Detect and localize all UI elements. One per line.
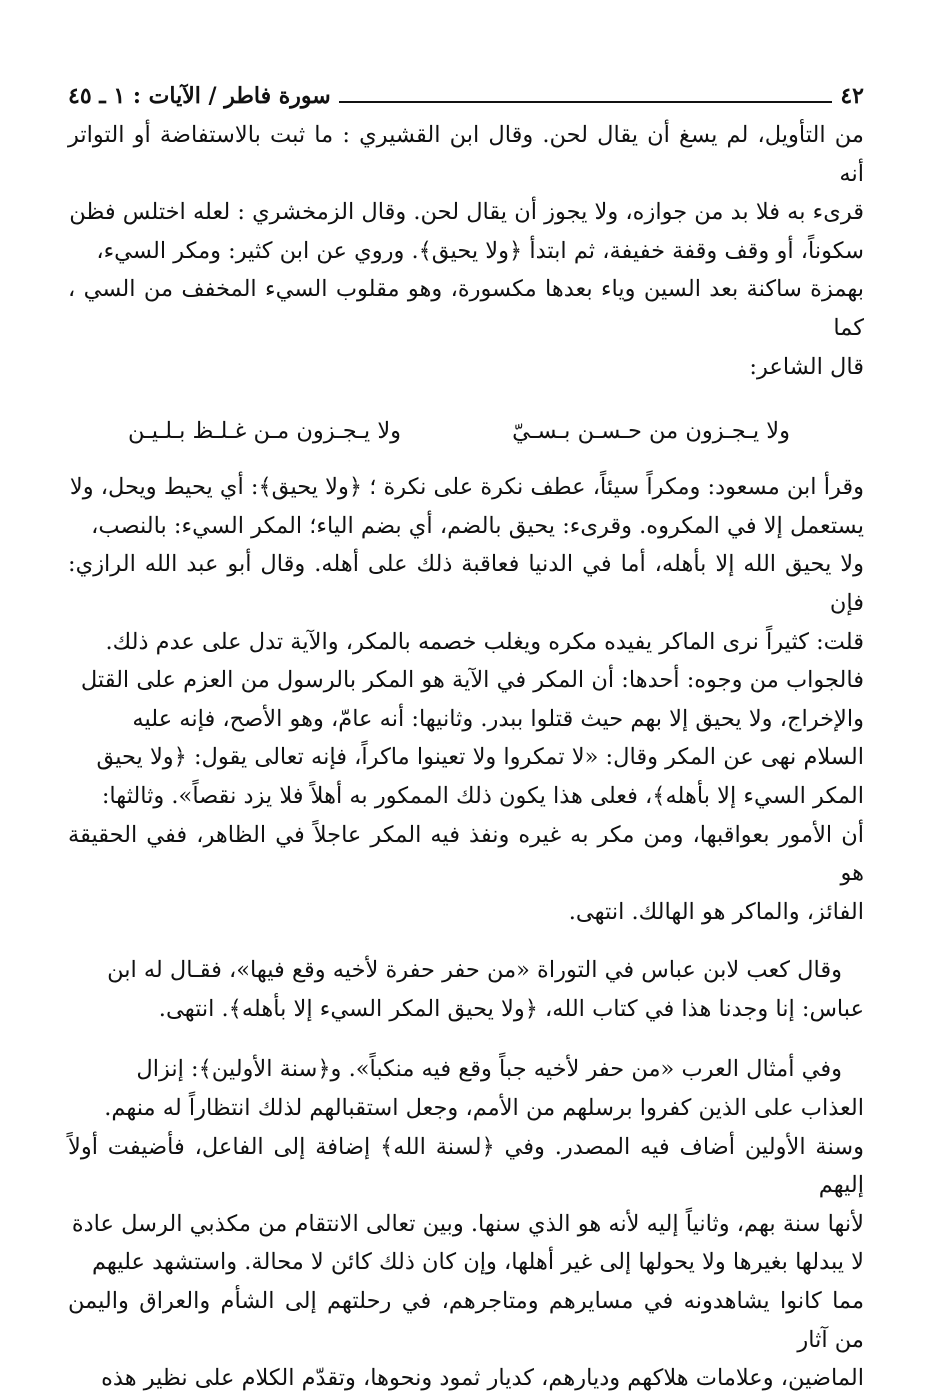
- text-line: لا يبدلها بغيرها ولا يحولها إلى غير أهلها، وإن كان ذلك كائن لا محالة. واستشهد عليهم: [91, 1249, 864, 1276]
- text-line: وقال كعب لابن عباس في التوراة «من حفر حفرة لأخيه وقع فيها»، فقـال له ابن: [107, 957, 842, 984]
- header-rule: [339, 101, 833, 103]
- text-line: مما كانوا يشاهدونه في مسايرهم ومتاجرهم، في رحلتهم إلى الشأم والعراق واليمن من آثار: [68, 1288, 864, 1353]
- verse-hemistich-2: ولا يـجـزون مـن غـلـظ بـلـيـن: [128, 418, 402, 445]
- text-line: السلام نهى عن المكر وقال: «لا تمكروا ولا تعينوا ماكراً، فإنه تعالى يقول: ﴿ولا يحيق: [96, 744, 864, 771]
- text-line: قلت: كثيراً نرى الماكر يفيده مكره ويغلب خصمه بالمكر، والآية تدل على عدم ذلك.: [105, 628, 864, 655]
- text-line: وسنة الأولين أضاف فيه المصدر. وفي ﴿لسنة الله﴾ إضافة إلى الفاعل، فأضيفت أولاً إليهم: [68, 1133, 864, 1199]
- verse-hemistich-1: ولا يـجـزون من حـسـن بـسـيّ: [512, 418, 790, 445]
- text-line: سكوناً، أو وقف وقفة خفيفة، ثم ابتدأ ﴿ولا يحيق﴾. وروي عن ابن كثير: ومكر السيء،: [96, 237, 864, 264]
- text-line: ولا يحيق الله إلا بأهله، أما في الدنيا فعاقبة ذلك على أهله. وقال أبو عبد الله الرازي: فإن: [68, 551, 864, 616]
- text-line: الفائز، والماكر هو الهالك. انتهى.: [568, 898, 864, 925]
- text-line: لأنها سنة بهم، وثانياً إليه لأنه هو الذي سنها. وبين تعالى الانتقام من مكذبي الرسل عادة: [71, 1210, 864, 1237]
- text-line: أن الأمور بعواقبها، ومن مكر به غيره ونفذ فيه المكر عاجلاً في الظاهر، ففي الحقيقة هو: [68, 821, 864, 887]
- paragraph-gap: [68, 1028, 864, 1050]
- poetry-verse: [68, 386, 864, 468]
- text-line: يستعمل إلا في المكروه. وقرىء: يحيق بالضم، أي بضم الياء؛ المكر السيء: بالنصب،: [91, 512, 864, 539]
- text-line: والإخراج، ولا يحيق إلا بهم حيث قتلوا ببدر. وثانيها: أنه عامّ، وهو الأصح، فإنه عليه: [132, 705, 864, 732]
- text-line: الماضين، وعلامات هلاكهم وديارهم، كديار ثمود ونحوها، وتقدّم الكلام على نظير هذه: [101, 1365, 864, 1392]
- paragraph-3: [68, 951, 864, 1028]
- text-line: وقرأ ابن مسعود: ومكراً سيئاً، عطف نكرة على نكرة ؛ ﴿ولا يحيق﴾: أي يحيط ويحل، ولا: [69, 474, 864, 501]
- text-line: قال الشاعر:: [749, 353, 864, 380]
- paragraph-4: [68, 1050, 864, 1397]
- text-line: العذاب على الذين كفروا برسلهم من الأمم، وجعل استقبالهم لذلك انتظاراً له منهم.: [104, 1095, 864, 1122]
- paragraph-gap: [68, 931, 864, 951]
- text-line: فالجواب من وجوه: أحدها: أن المكر في الآية هو المكر بالرسول من العزم على القتل: [80, 667, 864, 694]
- page-number: ٤٢: [840, 83, 864, 109]
- paragraph-1: [68, 116, 864, 386]
- text-line: المكر السيء إلا بأهله﴾، فعلى هذا يكون ذلك الممكور به أهلاً فلا يزد نقصاً». وثالثها:: [101, 782, 864, 809]
- text-line: وفي أمثال العرب «من حفر لأخيه جباً وقع فيه منكباً». و﴿سنة الأولين﴾: إنزال: [136, 1056, 842, 1083]
- running-header: [68, 78, 864, 114]
- running-title: سورة فاطر / الآيات : ١ ـ ٤٥: [68, 83, 331, 109]
- paragraph-2: [68, 468, 864, 931]
- text-line: قرىء به فلا بد من جوازه، ولا يجوز أن يقال لحن. وقال الزمخشري : لعله اختلس فظن: [69, 199, 864, 226]
- text-line: من التأويل، لم يسغ أن يقال لحن. وقال ابن القشيري : ما ثبت بالاستفاضة أو التواتر أنه: [68, 122, 864, 187]
- text-line: عباس: إنا وجدنا هذا في كتاب الله، ﴿ولا يحيق المكر السيء إلا بأهله﴾. انتهى.: [158, 995, 864, 1022]
- text-line: بهمزة ساكنة بعد السين وياء بعدها مكسورة، وهو مقلوب السيء المخفف من السي ، كما: [68, 276, 864, 341]
- body-text: [68, 116, 864, 1398]
